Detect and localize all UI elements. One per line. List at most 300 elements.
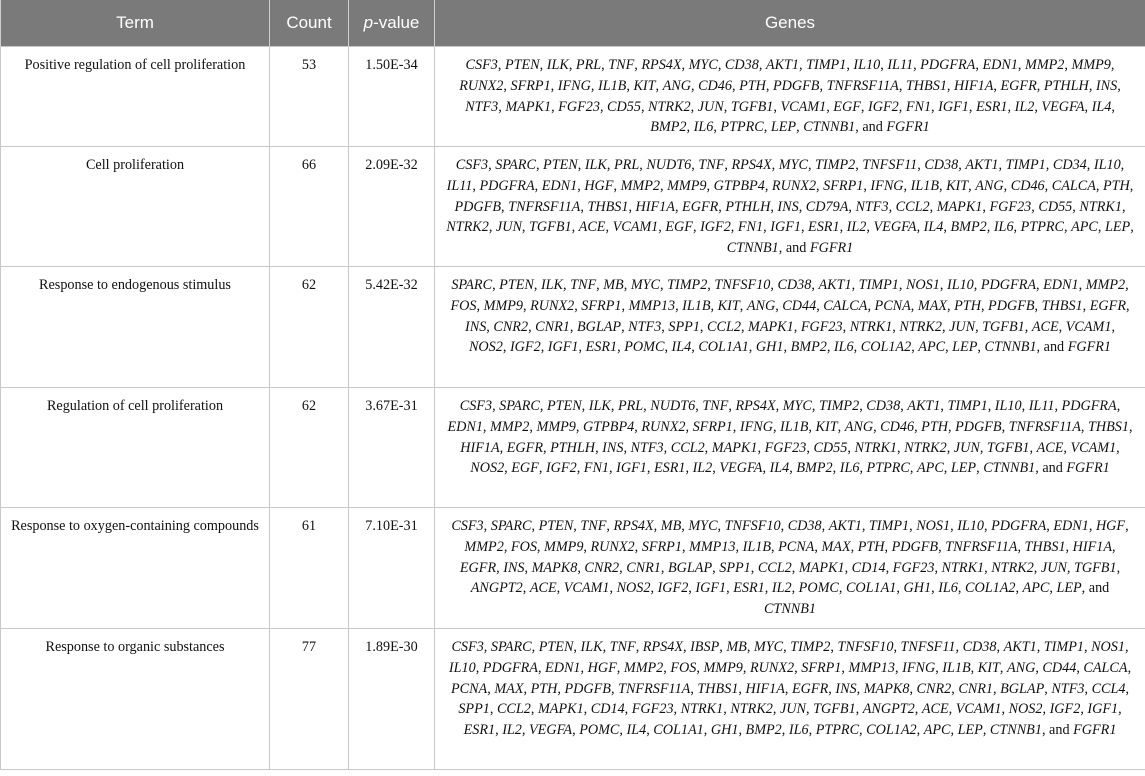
gene-symbol: IFNG: [557, 77, 591, 94]
gene-symbol: TIMP2: [815, 157, 856, 173]
gene-symbol: ILK: [580, 639, 603, 655]
gene-symbol: SFRP1: [823, 177, 864, 194]
gene-symbol: RPS4X: [641, 57, 682, 73]
gene-symbol: THBS1: [587, 198, 629, 215]
gene-symbol: HIF1A: [745, 680, 785, 697]
gene-symbol: ACE: [1036, 439, 1064, 456]
gene-symbol: IL6: [839, 460, 860, 477]
gene-symbol: MAPK8: [863, 680, 910, 697]
table-body: [1, 47, 1145, 770]
gene-symbol: MAPK1: [537, 701, 584, 718]
gene-symbol: NOS2: [616, 580, 651, 597]
header-genes: Genes: [435, 0, 1145, 47]
gene-symbol: IL10: [946, 277, 974, 293]
gene-symbol: ESR1: [808, 219, 840, 236]
gene-symbol: PDGFB: [891, 538, 939, 555]
gene-conjunction: and: [1088, 580, 1110, 597]
gene-symbol: IL2: [692, 460, 713, 477]
header-pvalue-rest: -value: [373, 13, 420, 32]
gene-symbol: CNR2: [584, 559, 620, 576]
gene-conjunction: and: [785, 240, 810, 257]
pvalue-cell: 7.10E-31: [349, 508, 435, 629]
gene-symbol: CSF3: [451, 639, 484, 655]
gene-symbol: CTNNB1: [983, 460, 1036, 477]
gene-symbol: PDGFRA: [991, 518, 1047, 534]
gene-symbol: THBS1: [1024, 538, 1066, 555]
gene-symbol: MMP13: [848, 659, 895, 676]
gene-symbol: SPARC: [499, 398, 540, 414]
gene-symbol: CCL2: [895, 198, 930, 215]
gene-symbol: PTH: [954, 297, 981, 314]
gene-symbol: IL11: [446, 177, 473, 194]
gene-symbol: CNR2: [916, 680, 952, 697]
gene-symbol: CD46: [1010, 177, 1045, 194]
gene-symbol: JUN: [779, 701, 806, 718]
gene-symbol: IL4: [923, 219, 944, 236]
gene-symbol: COL1A2: [866, 722, 917, 739]
gene-symbol: IGF2: [657, 580, 689, 597]
count-cell: 61: [270, 508, 349, 629]
gene-symbol: CD46: [880, 418, 915, 435]
gene-symbol: PCNA: [778, 538, 815, 555]
pvalue-cell: 2.09E-32: [349, 147, 435, 267]
gene-symbol: THBS1: [905, 77, 947, 94]
gene-symbol: IGF1: [695, 580, 727, 597]
gene-symbol: TNFSF11: [900, 639, 956, 655]
gene-symbol: PDGFB: [564, 680, 611, 697]
gene-conjunction: and: [862, 119, 887, 136]
gene-symbol: NTF3: [855, 198, 889, 215]
gene-symbol: TIMP1: [868, 518, 910, 534]
gene-symbol: RUNX2: [771, 177, 817, 194]
gene-symbol: IGF2: [545, 460, 577, 477]
gene-symbol: NTF3: [630, 439, 664, 456]
gene-symbol: IL6: [938, 580, 958, 597]
gene-symbol: IL11: [1028, 398, 1055, 414]
gene-symbol: PTPRC: [720, 119, 764, 136]
gene-symbol: EDN1: [1043, 277, 1079, 293]
gene-symbol: CSF3: [459, 398, 493, 414]
gene-symbol: CD38: [924, 157, 959, 173]
count-cell: 62: [270, 267, 349, 388]
gene-symbol: IFNG: [902, 659, 936, 676]
gene-symbol: EGF: [665, 219, 693, 236]
gene-symbol: NOS2: [470, 460, 505, 477]
gene-symbol: TNFRSF11A: [1008, 418, 1081, 435]
gene-symbol: FGFR1: [1067, 339, 1112, 356]
gene-symbol: IL6: [833, 339, 854, 356]
gene-symbol: MMP2: [1025, 57, 1065, 73]
gene-symbol: INS: [1095, 77, 1118, 94]
genes-cell: CSF3, PTEN, ILK, PRL, TNF, RPS4X, MYC, CD38, AKT1, TIMP1, IL10, IL11, PDGFRA, EDN1, MMP2, MMP9, RUNX2, SFRP1, IFNG, IL1B, KIT, ANG, CD46, PTH, PDGFB, TNFRSF11A, THBS1, HIF1A, EGFR, PTHLH, INS, NTF3, MAPK1, FGF23, CD55, NTRK2, JUN, TGFB1, VCAM1, EGF, IGF2, FN1, IGF1, ESR1, IL2, VEGFA, IL4, BMP2, IL6, PTPRC, LEP, CTNNB1, and FGFR1: [435, 47, 1145, 147]
gene-symbol: CNR1: [958, 680, 994, 697]
gene-symbol: IGF2: [867, 98, 899, 115]
gene-symbol: JUN: [1040, 559, 1067, 576]
gene-symbol: ACE: [529, 580, 557, 597]
gene-symbol: POMC: [579, 722, 620, 739]
gene-symbol: IL4: [626, 722, 647, 739]
gene-symbol: AKT1: [965, 157, 999, 173]
gene-symbol: NOS1: [916, 518, 951, 534]
gene-symbol: KIT: [633, 77, 656, 94]
gene-symbol: PTHLH: [1043, 77, 1089, 94]
header-count: Count: [270, 0, 349, 47]
gene-symbol: HIF1A: [954, 77, 994, 94]
pvalue-cell: 1.89E-30: [349, 629, 435, 770]
header-row: [1, 0, 1145, 47]
gene-symbol: VCAM1: [780, 98, 827, 115]
gene-symbol: IL1B: [780, 418, 809, 435]
gene-symbol: PTHLH: [550, 439, 596, 456]
term-cell: Response to organic substances: [1, 629, 270, 770]
gene-symbol: TGFB1: [1074, 559, 1117, 576]
gene-symbol: PTH: [921, 418, 948, 435]
gene-symbol: RPS4X: [642, 639, 683, 655]
gene-symbol: EGFR: [682, 198, 719, 215]
gene-symbol: GH1: [710, 722, 739, 739]
gene-symbol: EDN1: [541, 177, 578, 194]
gene-symbol: LEP: [957, 722, 983, 739]
gene-symbol: GTPBP4: [713, 177, 765, 194]
gene-symbol: VEGFA: [529, 722, 573, 739]
gene-symbol: VEGFA: [719, 460, 763, 477]
gene-symbol: COL1A1: [698, 339, 749, 356]
gene-symbol: CTNNB1: [984, 339, 1037, 356]
gene-symbol: ANGPT2: [862, 701, 915, 718]
gene-symbol: THBS1: [1088, 418, 1129, 435]
gene-symbol: PTEN: [504, 57, 540, 73]
gene-symbol: TIMP1: [1005, 157, 1046, 173]
gene-symbol: PTPRC: [866, 460, 910, 477]
gene-symbol: CD79A: [805, 198, 849, 215]
gene-symbol: PTEN: [499, 277, 534, 293]
header-term: Term: [1, 0, 270, 47]
gene-symbol: CD44: [782, 297, 817, 314]
gene-symbol: MMP2: [1085, 277, 1126, 293]
gene-symbol: MMP2: [623, 659, 664, 676]
gene-symbol: APC: [1022, 580, 1050, 597]
gene-symbol: MMP9: [544, 538, 584, 555]
gene-symbol: FN1: [905, 98, 932, 115]
gene-symbol: CD38: [777, 277, 812, 293]
gene-symbol: SPARC: [490, 518, 532, 534]
gene-symbol: LEP: [1056, 580, 1082, 597]
gene-symbol: VCAM1: [1065, 318, 1112, 335]
gene-symbol: MMP9: [1071, 57, 1111, 73]
gene-symbol: CSF3: [465, 57, 498, 73]
gene-symbol: ESR1: [975, 98, 1008, 115]
gene-symbol: MAPK1: [798, 559, 845, 576]
gene-symbol: CTNNB1: [726, 240, 779, 257]
gene-symbol: NTRK1: [680, 701, 724, 718]
gene-symbol: MYC: [688, 57, 718, 73]
gene-symbol: IGF1: [616, 460, 647, 477]
gene-symbol: IL4: [671, 339, 692, 356]
genes-cell: SPARC, PTEN, ILK, TNF, MB, MYC, TIMP2, TNFSF10, CD38, AKT1, TIMP1, NOS1, IL10, PDGFRA, EDN1, MMP2, FOS, MMP9, RUNX2, SFRP1, MMP13, IL1B, KIT, ANG, CD44, CALCA, PCNA, MAX, PTH, PDGFB, THBS1, EGFR, INS, CNR2, CNR1, BGLAP, NTF3, SPP1, CCL2, MAPK1, FGF23, NTRK1, NTRK2, JUN, TGFB1, ACE, VCAM1, NOS2, IGF2, IGF1, ESR1, POMC, IL4, COL1A1, GH1, BMP2, IL6, COL1A2, APC, LEP, CTNNB1, and FGFR1: [435, 267, 1145, 388]
gene-symbol: PTH: [1102, 177, 1130, 194]
count-cell: 77: [270, 629, 349, 770]
gene-symbol: GH1: [903, 580, 932, 597]
gene-symbol: MMP9: [536, 418, 576, 435]
gene-symbol: ILK: [546, 57, 569, 73]
gene-symbol: IL10: [448, 659, 476, 676]
gene-symbol: VCAM1: [612, 219, 659, 236]
gene-symbol: AKT1: [1003, 639, 1037, 655]
gene-symbol: LEP: [950, 460, 977, 477]
gene-symbol: FGFR1: [1073, 722, 1117, 739]
gene-symbol: NTRK1: [849, 318, 893, 335]
gene-symbol: NUDT6: [650, 398, 696, 414]
gene-symbol: FGF23: [800, 318, 843, 335]
gene-symbol: HIF1A: [635, 198, 675, 215]
gene-symbol: TGFB1: [986, 439, 1030, 456]
gene-symbol: ESR1: [653, 460, 686, 477]
gene-symbol: MAX: [494, 680, 524, 697]
table-row: [1, 147, 1145, 267]
gene-symbol: MAPK1: [748, 318, 794, 335]
gene-symbol: CD38: [724, 57, 759, 73]
gene-symbol: BMP2: [790, 339, 827, 356]
gene-symbol: JUN: [953, 439, 980, 456]
gene-symbol: LEP: [1104, 219, 1131, 236]
table-row: [1, 47, 1145, 147]
gene-symbol: FOS: [510, 538, 537, 555]
gene-symbol: COL1A1: [653, 722, 704, 739]
gene-symbol: IL10: [1093, 157, 1121, 173]
gene-symbol: APC: [916, 460, 944, 477]
gene-symbol: TIMP2: [790, 639, 831, 655]
gene-symbol: PTHLH: [725, 198, 771, 215]
gene-symbol: APC: [923, 722, 951, 739]
gene-symbol: CD38: [787, 518, 822, 534]
gene-symbol: IL1B: [942, 659, 971, 676]
gene-symbol: NTRK1: [941, 559, 985, 576]
gene-symbol: TNFRSF11A: [826, 77, 899, 94]
gene-symbol: RPS4X: [735, 398, 776, 414]
genes-cell: CSF3, SPARC, PTEN, TNF, RPS4X, MB, MYC, TNFSF10, CD38, AKT1, TIMP1, NOS1, IL10, PDGFRA, EDN1, HGF, MMP2, FOS, MMP9, RUNX2, SFRP1, MMP13, IL1B, PCNA, MAX, PTH, PDGFB, TNFRSF11A, THBS1, HIF1A, EGFR, INS, MAPK8, CNR2, CNR1, BGLAP, SPP1, CCL2, MAPK1, CD14, FGF23, NTRK1, NTRK2, JUN, TGFB1, ANGPT2, ACE, VCAM1, NOS2, IGF2, IGF1, ESR1, IL2, POMC, COL1A1, GH1, IL6, COL1A2, APC, LEP, and CTNNB1: [435, 508, 1145, 629]
gene-symbol: HGF: [1095, 518, 1126, 534]
gene-symbol: IL10: [957, 518, 985, 534]
gene-symbol: GH1: [755, 339, 784, 356]
gene-symbol: EGFR: [1089, 297, 1126, 314]
gene-symbol: IFNG: [739, 418, 773, 435]
gene-symbol: MYC: [778, 157, 808, 173]
gene-symbol: NTRK1: [1079, 198, 1122, 215]
gene-symbol: ANG: [746, 297, 776, 314]
gene-symbol: FOS: [450, 297, 477, 314]
gene-symbol: TGFB1: [813, 701, 856, 718]
count-cell: 66: [270, 147, 349, 267]
gene-symbol: AKT1: [907, 398, 941, 414]
gene-conjunction: and: [1049, 722, 1074, 739]
gene-symbol: MYC: [630, 277, 660, 293]
gene-symbol: EGFR: [459, 559, 497, 576]
gene-symbol: PDGFRA: [479, 177, 535, 194]
gene-symbol: EDN1: [1053, 518, 1089, 534]
gene-conjunction: and: [1043, 339, 1068, 356]
gene-symbol: ESR1: [585, 339, 618, 356]
gene-symbol: NUDT6: [646, 157, 692, 173]
gene-symbol: NTRK2: [648, 98, 691, 115]
gene-symbol: IL1B: [910, 177, 939, 194]
gene-symbol: TNF: [609, 639, 636, 655]
gene-symbol: TNFSF10: [724, 518, 781, 534]
gene-symbol: CCL2: [757, 559, 792, 576]
gene-symbol: MMP9: [703, 659, 743, 676]
gene-symbol: CD46: [698, 77, 732, 94]
gene-symbol: BGLAP: [576, 318, 622, 335]
gene-symbol: EGF: [511, 460, 539, 477]
pvalue-cell: 3.67E-31: [349, 388, 435, 508]
gene-symbol: RPS4X: [613, 518, 654, 534]
gene-symbol: FOS: [670, 659, 697, 676]
gene-symbol: FGF23: [558, 98, 600, 115]
gene-symbol: SPP1: [668, 318, 700, 335]
gene-symbol: NOS2: [1008, 701, 1043, 718]
gene-symbol: NOS2: [468, 339, 503, 356]
header-pvalue-italic: p: [363, 13, 374, 32]
gene-symbol: TNFRSF11A: [618, 680, 691, 697]
gene-symbol: ILK: [584, 157, 607, 173]
gene-symbol: LEP: [952, 339, 978, 356]
gene-symbol: CTNNB1: [989, 722, 1042, 739]
gene-symbol: FGF23: [892, 559, 935, 576]
gene-symbol: FGF23: [764, 439, 807, 456]
gene-symbol: THBS1: [1041, 297, 1083, 314]
gene-symbol: PDGFRA: [482, 659, 538, 676]
gene-symbol: NTRK2: [904, 439, 947, 456]
gene-symbol: MB: [603, 277, 624, 293]
gene-symbol: IGF2: [1049, 701, 1081, 718]
gene-symbol: INS: [465, 318, 487, 335]
gene-symbol: PTPRC: [815, 722, 860, 739]
gene-symbol: INS: [503, 559, 525, 576]
gene-symbol: TNFRSF11A: [508, 198, 581, 215]
gene-symbol: COL1A2: [860, 339, 912, 356]
gene-symbol: PTEN: [538, 518, 574, 534]
gene-symbol: IGF1: [770, 219, 801, 236]
gene-symbol: PTH: [857, 538, 885, 555]
gene-symbol: APC: [1071, 219, 1098, 236]
gene-symbol: BMP2: [650, 119, 687, 136]
term-cell: Cell proliferation: [1, 147, 270, 267]
gene-symbol: NTF3: [628, 318, 662, 335]
gene-symbol: CD55: [813, 439, 848, 456]
gene-symbol: VCAM1: [1070, 439, 1117, 456]
gene-symbol: TGFB1: [982, 318, 1025, 335]
gene-symbol: CD55: [1038, 198, 1073, 215]
gene-symbol: NTRK2: [446, 219, 489, 236]
gene-symbol: RUNX2: [641, 418, 686, 435]
gene-symbol: IL10: [853, 57, 881, 73]
gene-symbol: KIT: [946, 177, 969, 194]
term-cell: Regulation of cell proliferation: [1, 388, 270, 508]
gene-symbol: SFRP1: [801, 659, 842, 676]
genes-cell: CSF3, SPARC, PTEN, ILK, PRL, NUDT6, TNF, RPS4X, MYC, TIMP2, TNFSF11, CD38, AKT1, TIMP1, CD34, IL10, IL11, PDGFRA, EDN1, HGF, MMP2, MMP9, GTPBP4, RUNX2, SFRP1, IFNG, IL1B, KIT, ANG, CD46, CALCA, PTH, PDGFB, TNFRSF11A, THBS1, HIF1A, EGFR, PTHLH, INS, CD79A, NTF3, CCL2, MAPK1, FGF23, CD55, NTRK1, NTRK2, JUN, TGFB1, ACE, VCAM1, EGF, IGF2, FN1, IGF1, ESR1, IL2, VEGFA, IL4, BMP2, IL6, PTPRC, APC, LEP, CTNNB1, and FGFR1: [435, 147, 1145, 267]
gene-symbol: HGF: [587, 659, 617, 676]
gene-symbol: AKT1: [818, 277, 852, 293]
gene-symbol: SFRP1: [581, 297, 622, 314]
gene-symbol: EDN1: [447, 418, 483, 435]
gene-symbol: PTEN: [543, 157, 578, 173]
gene-symbol: CD55: [607, 98, 641, 115]
gene-symbol: IL2: [502, 722, 522, 739]
gene-symbol: IL6: [993, 219, 1014, 236]
gene-symbol: SFRP1: [641, 538, 682, 555]
gene-symbol: GTPBP4: [583, 418, 635, 435]
count-cell: 53: [270, 47, 349, 147]
gene-symbol: JUN: [697, 98, 724, 115]
gene-symbol: ANG: [662, 77, 691, 94]
gene-symbol: IL4: [1091, 98, 1112, 115]
gene-symbol: CSF3: [455, 157, 489, 173]
gene-symbol: CALCA: [823, 297, 868, 314]
gene-symbol: POMC: [624, 339, 665, 356]
gene-symbol: FN1: [737, 219, 764, 236]
gene-symbol: VCAM1: [563, 580, 610, 597]
gene-symbol: TIMP2: [818, 398, 860, 414]
gene-symbol: TNFRSF11A: [945, 538, 1018, 555]
gene-symbol: CTNNB1: [763, 601, 817, 618]
gene-symbol: BMP2: [745, 722, 782, 739]
gene-symbol: IBSP: [690, 639, 720, 655]
gene-symbol: ESR1: [463, 722, 496, 739]
gene-symbol: CCL2: [670, 439, 705, 456]
gene-symbol: TIMP1: [1043, 639, 1084, 655]
gene-symbol: MAX: [821, 538, 851, 555]
gene-symbol: COL1A2: [965, 580, 1016, 597]
table-row: [1, 267, 1145, 388]
gene-symbol: SPP1: [458, 701, 490, 718]
gene-symbol: CD34: [1052, 157, 1087, 173]
gene-symbol: IL11: [887, 57, 914, 73]
gene-symbol: IL6: [788, 722, 809, 739]
gene-symbol: TNFSF10: [837, 639, 894, 655]
gene-symbol: CD38: [962, 639, 997, 655]
genes-cell: CSF3, SPARC, PTEN, ILK, TNF, RPS4X, IBSP, MB, MYC, TIMP2, TNFSF10, TNFSF11, CD38, AKT1, TIMP1, NOS1, IL10, PDGFRA, EDN1, HGF, MMP2, FOS, MMP9, RUNX2, SFRP1, MMP13, IFNG, IL1B, KIT, ANG, CD44, CALCA, PCNA, MAX, PTH, PDGFB, TNFRSF11A, THBS1, HIF1A, EGFR, INS, MAPK8, CNR2, CNR1, BGLAP, NTF3, CCL4, SPP1, CCL2, MAPK1, CD14, FGF23, NTRK1, NTRK2, JUN, TGFB1, ANGPT2, ACE, VCAM1, NOS2, IGF2, IGF1, ESR1, IL2, VEGFA, POMC, IL4, COL1A1, GH1, BMP2, IL6, PTPRC, COL1A2, APC, LEP, CTNNB1, and FGFR1: [435, 629, 1145, 770]
term-cell: Response to oxygen-containing compounds: [1, 508, 270, 629]
gene-symbol: TNFSF10: [714, 277, 771, 293]
gene-symbol: IGF1: [938, 98, 969, 115]
gene-symbol: PDGFB: [955, 418, 1002, 435]
gene-symbol: ANG: [844, 418, 874, 435]
gene-symbol: CD44: [1042, 659, 1077, 676]
gene-symbol: PCNA: [450, 680, 488, 697]
gene-symbol: PTEN: [538, 639, 574, 655]
gene-symbol: VEGFA: [1041, 98, 1085, 115]
gene-symbol: IFNG: [870, 177, 904, 194]
gene-symbol: THBS1: [697, 680, 739, 697]
gene-symbol: POMC: [798, 580, 839, 597]
term-cell: Response to endogenous stimulus: [1, 267, 270, 388]
gene-symbol: MAX: [917, 297, 948, 314]
gene-symbol: MYC: [688, 518, 718, 534]
gene-symbol: CCL4: [1091, 680, 1126, 697]
gene-symbol: MMP9: [667, 177, 707, 194]
gene-symbol: KIT: [815, 418, 838, 435]
gene-symbol: ILK: [588, 398, 611, 414]
gene-symbol: MAPK1: [936, 198, 983, 215]
gene-symbol: BGLAP: [667, 559, 713, 576]
gene-symbol: IGF2: [700, 219, 731, 236]
gene-symbol: MMP13: [628, 297, 676, 314]
gene-symbol: TGFB1: [730, 98, 774, 115]
gene-symbol: PTEN: [546, 398, 582, 414]
gene-symbol: CNR1: [535, 318, 570, 335]
gene-symbol: IL2: [771, 580, 792, 597]
gene-symbol: BGLAP: [1000, 680, 1045, 697]
pvalue-cell: 5.42E-32: [349, 267, 435, 388]
